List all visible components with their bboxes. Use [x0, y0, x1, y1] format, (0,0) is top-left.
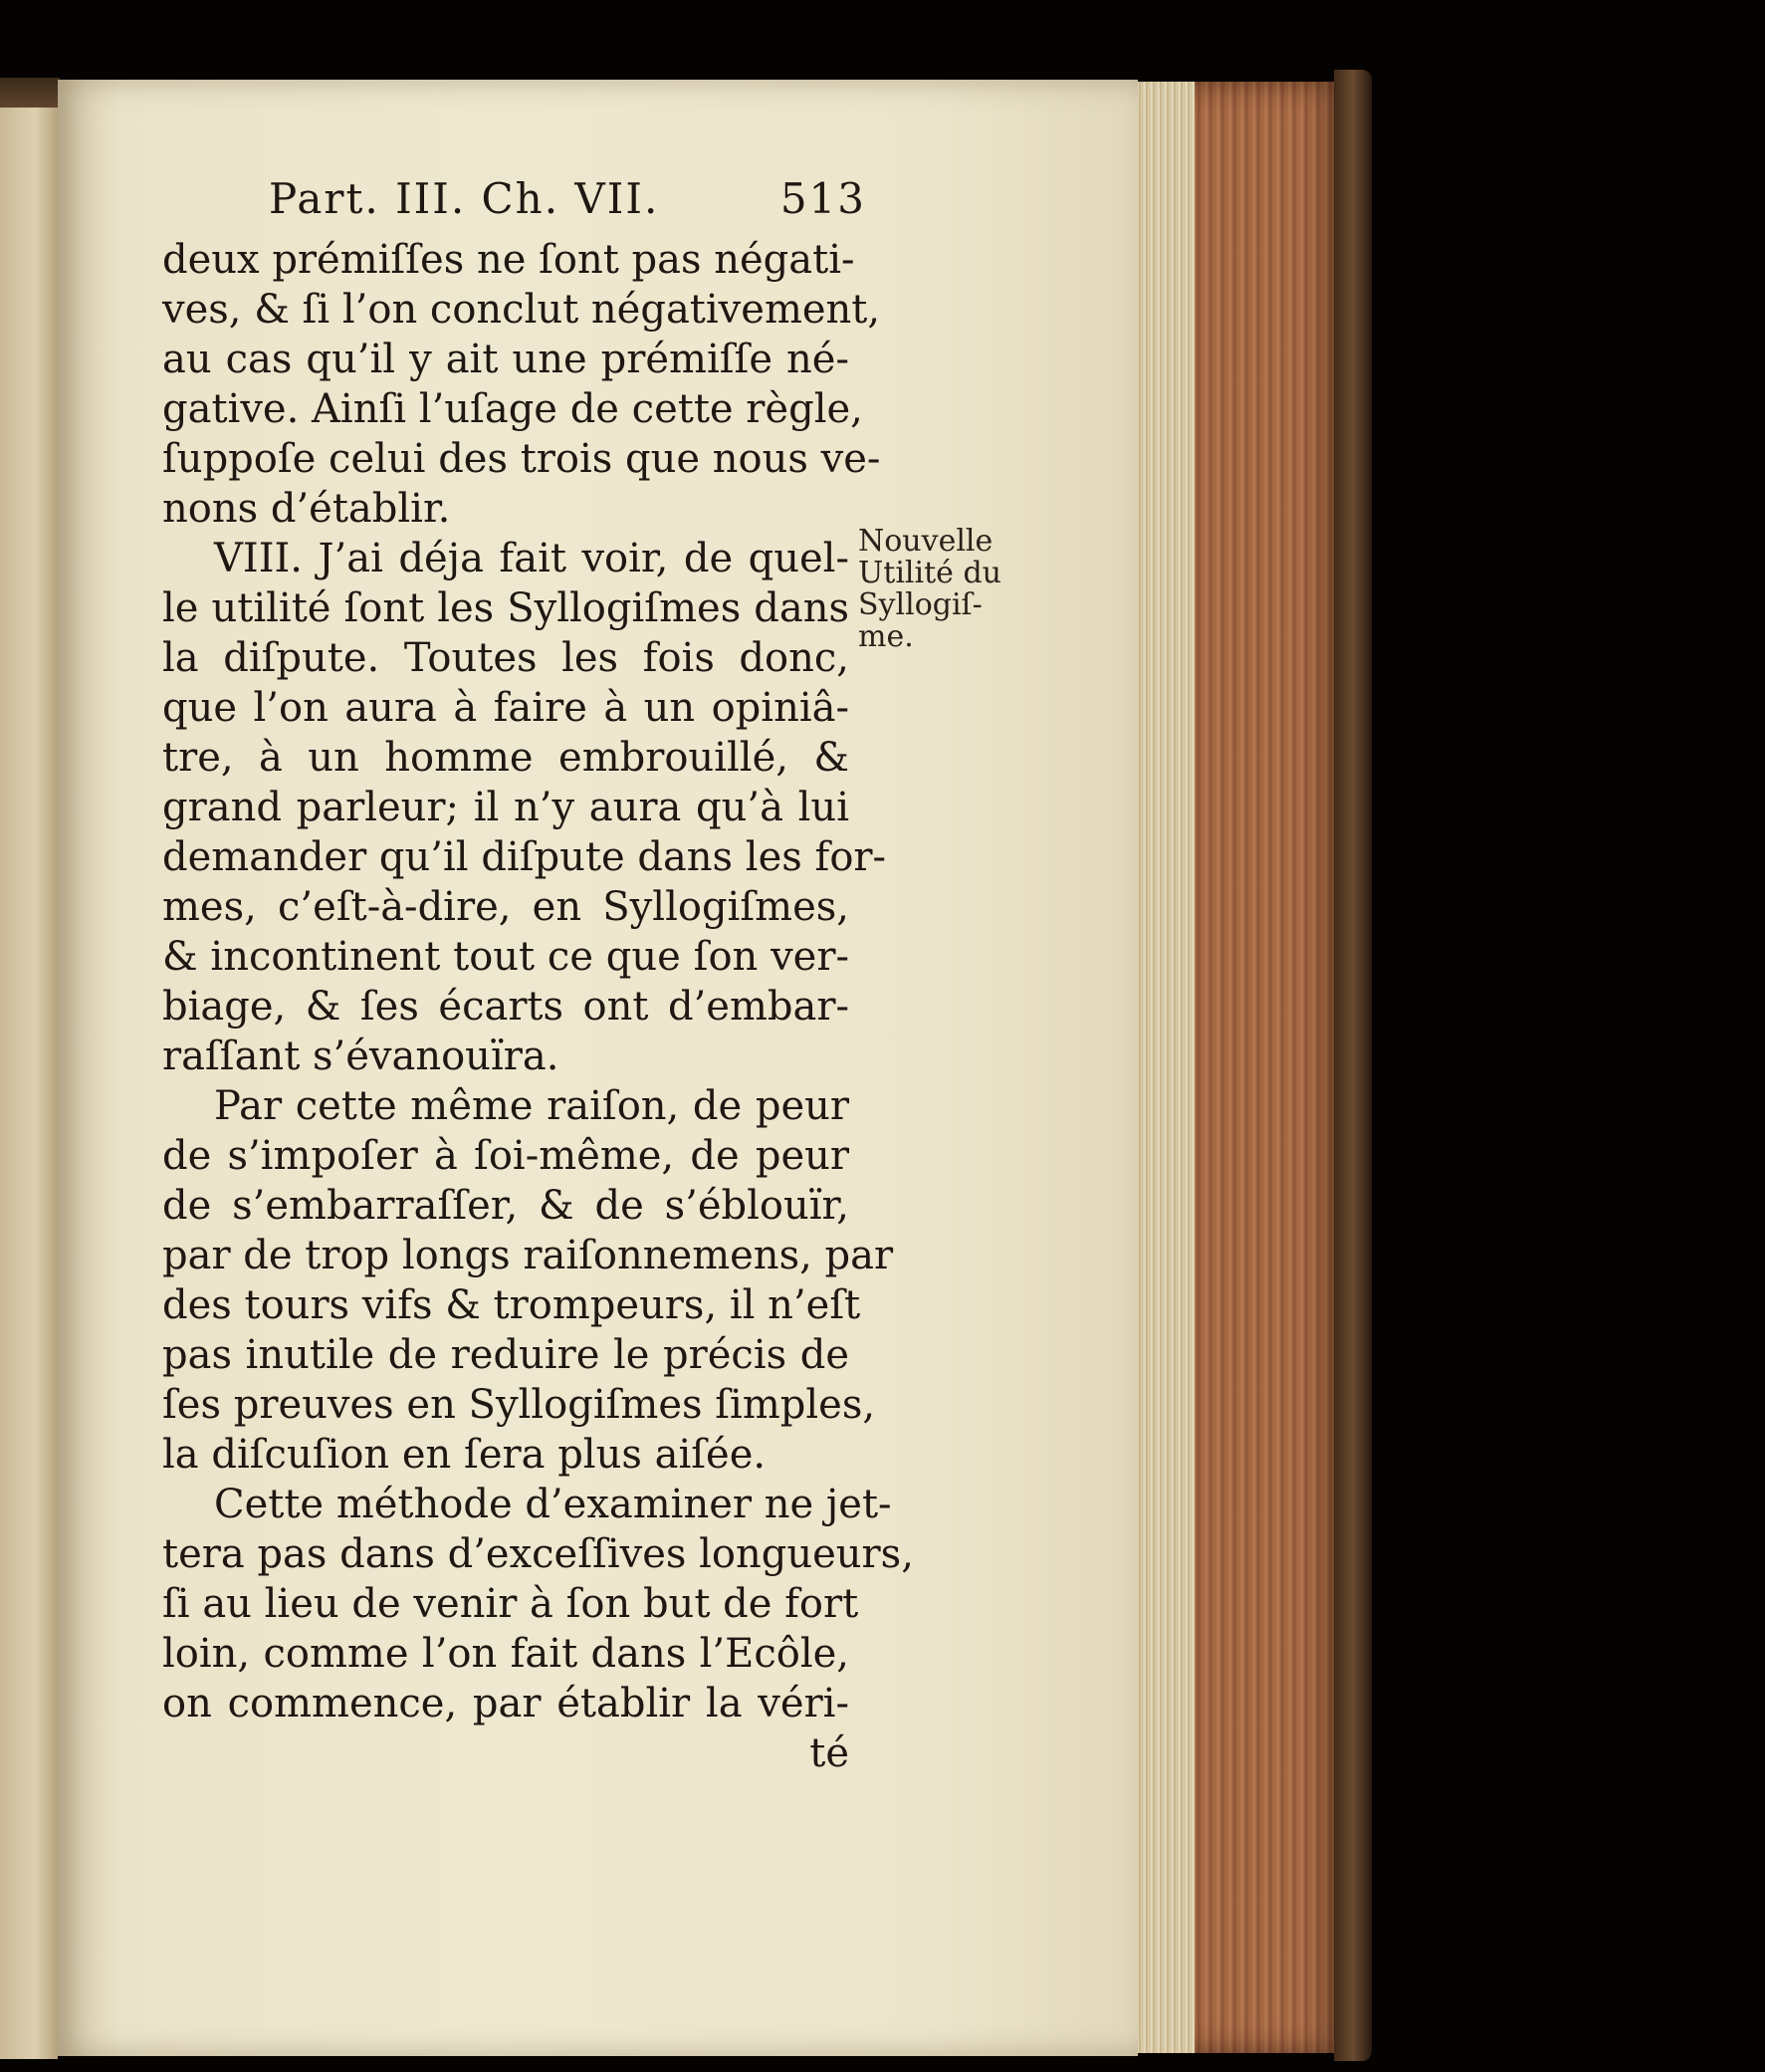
text-line: tre, à un homme embrouillé, &: [162, 735, 849, 781]
text-line: ſuppoſe celui des trois que nous ve-: [162, 436, 881, 482]
running-head-title: Part. III. Ch. VII.: [269, 174, 660, 223]
page-edges: [1135, 82, 1195, 2053]
text-line: ves, & ſi l’on conclut négativement,: [162, 287, 881, 333]
text-line: VIII. J’ai déja fait voir, de quel-: [214, 536, 849, 581]
text-line: loin, comme l’on fait dans l’Ecôle,: [162, 1631, 849, 1677]
text-line: té: [809, 1730, 849, 1776]
text-line: on commence, par établir la véri-: [162, 1681, 849, 1727]
text-line: la diſcuſion en ſera plus aiſée.: [162, 1432, 767, 1478]
text-line: grand parleur; il n’y aura qu’à lui: [162, 785, 849, 830]
text-line: nons d’établir.: [162, 486, 451, 532]
text-line: Par cette même raiſon, de peur: [214, 1083, 849, 1129]
margin-note-line: Utilité du: [858, 556, 1001, 590]
text-line: ſes preuves en Syllogiſmes ſimples,: [162, 1382, 876, 1428]
text-line: des tours vifs & trompeurs, il n’eſt: [162, 1282, 861, 1328]
margin-note: [858, 526, 1027, 653]
margin-note-line: Syllogiſ-: [858, 587, 983, 622]
text-line: au cas qu’il y ait une prémiſſe né-: [162, 337, 849, 382]
text-line: Cette méthode d’examiner ne jet-: [214, 1482, 892, 1527]
text-line: mes, c’eſt-à-dire, en Syllogiſmes,: [162, 884, 849, 930]
text-line: le utilité ſont les Syllogiſmes dans: [162, 585, 849, 631]
text-line: gative. Ainſi l’uſage de cette règle,: [162, 386, 863, 432]
text-line: ſi au lieu de venir à ſon but de fort: [162, 1581, 859, 1627]
book-cover-edge: [1334, 70, 1372, 2061]
text-line: & incontinent tout ce que ſon ver-: [162, 934, 849, 980]
text-line: deux prémiſſes ne ſont pas négati-: [162, 237, 855, 283]
margin-note-line: me.: [858, 619, 914, 654]
text-line: pas inutile de reduire le précis de: [162, 1332, 849, 1378]
text-line: biage, & ſes écarts ont d’embar-: [162, 984, 849, 1030]
text-line: demander qu’il diſpute dans les for-: [162, 834, 887, 880]
text-line: de s’impoſer à ſoi-même, de peur: [162, 1133, 849, 1179]
book-fore-edge-board: [1191, 82, 1350, 2053]
text-line: que l’on aura à faire à un opiniâ-: [162, 685, 849, 731]
left-page-sliver: [0, 108, 58, 2059]
text-line: la diſpute. Toutes les fois donc,: [162, 635, 849, 681]
page-number: 513: [779, 174, 866, 223]
text-line: raſſant s’évanouïra.: [162, 1034, 559, 1079]
text-line: de s’embarraſſer, & de s’éblouïr,: [162, 1183, 849, 1229]
text-line: par de trop longs raiſonnemens, par: [162, 1233, 894, 1278]
margin-note-line: Nouvelle: [858, 524, 993, 559]
body-text: [162, 235, 914, 1778]
running-head: [269, 174, 866, 234]
text-line: tera pas dans d’exceſſives longueurs,: [162, 1531, 914, 1577]
